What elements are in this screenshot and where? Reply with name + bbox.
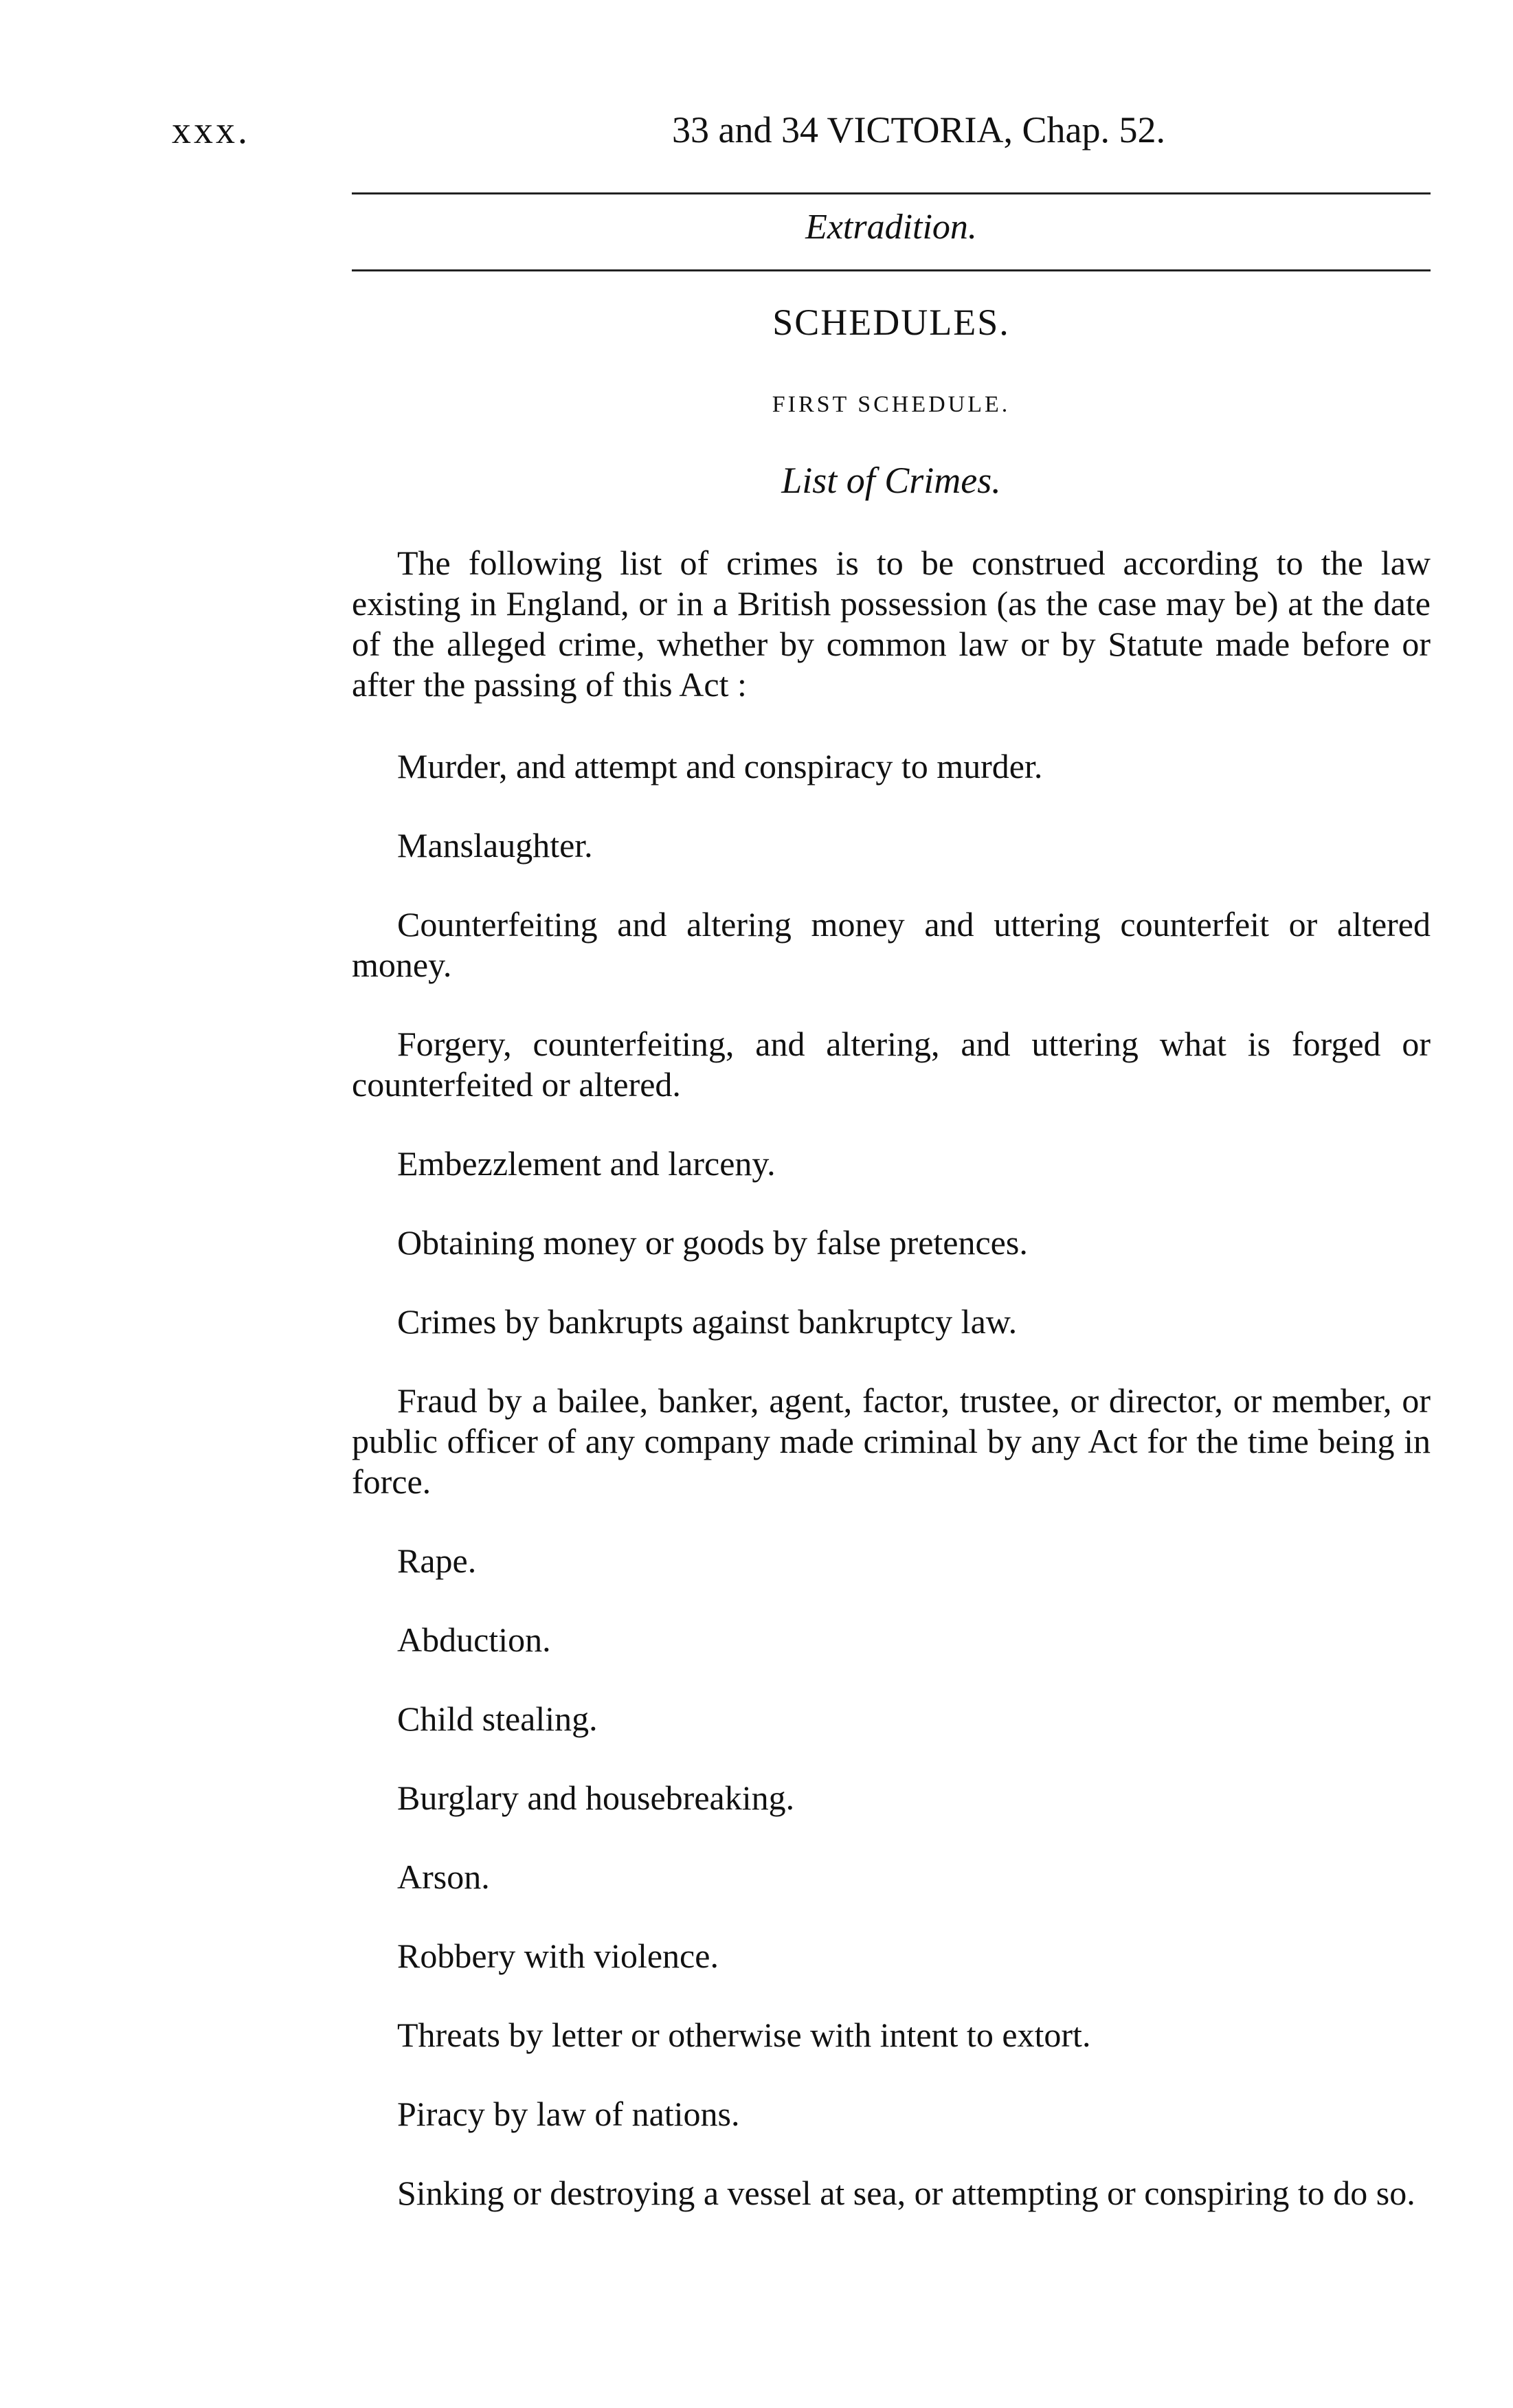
- schedule-title: FIRST SCHEDULE.: [772, 392, 1011, 417]
- section-title: Extradition.: [805, 208, 977, 247]
- crime-item: Obtaining money or goods by false pretences.: [397, 1223, 1028, 1262]
- page-number: xxx.: [172, 109, 250, 152]
- crime-item: Forgery, counterfeiting, and altering, and uttering what is forged or counterfeited or altered.: [352, 1025, 1431, 1104]
- schedules-heading: SCHEDULES.: [772, 302, 1010, 343]
- crime-item: Counterfeiting and altering money and uttering counterfeit or altered money.: [352, 905, 1431, 984]
- bottom-rule: [352, 269, 1431, 271]
- crime-item: Child stealing.: [397, 1699, 598, 1738]
- crime-item: Threats by letter or otherwise with intent to extort.: [397, 2016, 1091, 2054]
- crime-item: Manslaughter.: [397, 826, 593, 865]
- crime-item: Abduction.: [397, 1620, 551, 1659]
- crime-item: Sinking or destroying a vessel at sea, or attempting or conspiring to do so.: [397, 2174, 1415, 2212]
- crime-item: Fraud by a bailee, banker, agent, factor, trustee, or director, or member, or public officer of any company made criminal by any Act for the time being in force.: [352, 1381, 1431, 1501]
- crime-item: Robbery with violence.: [397, 1937, 719, 1975]
- top-rule: [352, 192, 1431, 194]
- schedule-body: [352, 543, 1431, 2252]
- crime-item: Murder, and attempt and conspiracy to murder.: [397, 747, 1043, 785]
- crime-item: Embezzlement and larceny.: [397, 1144, 776, 1183]
- crime-item: Rape.: [397, 1541, 477, 1580]
- crime-item: Arson.: [397, 1858, 490, 1896]
- crime-item: Piracy by law of nations.: [397, 2095, 740, 2133]
- crime-item: Burglary and housebreaking.: [397, 1779, 795, 1817]
- intro-paragraph: The following list of crimes is to be construed according to the law existing in England, or in a British possession (as the case may be) at the date of the alleged crime, whether by common law or by Statute made before or after the passing of this Act :: [352, 544, 1431, 704]
- list-title: List of Crimes.: [781, 460, 1001, 501]
- crime-item: Crimes by bankrupts against bankruptcy law.: [397, 1302, 1018, 1341]
- running-head: 33 and 34 VICTORIA, Chap. 52.: [672, 109, 1165, 150]
